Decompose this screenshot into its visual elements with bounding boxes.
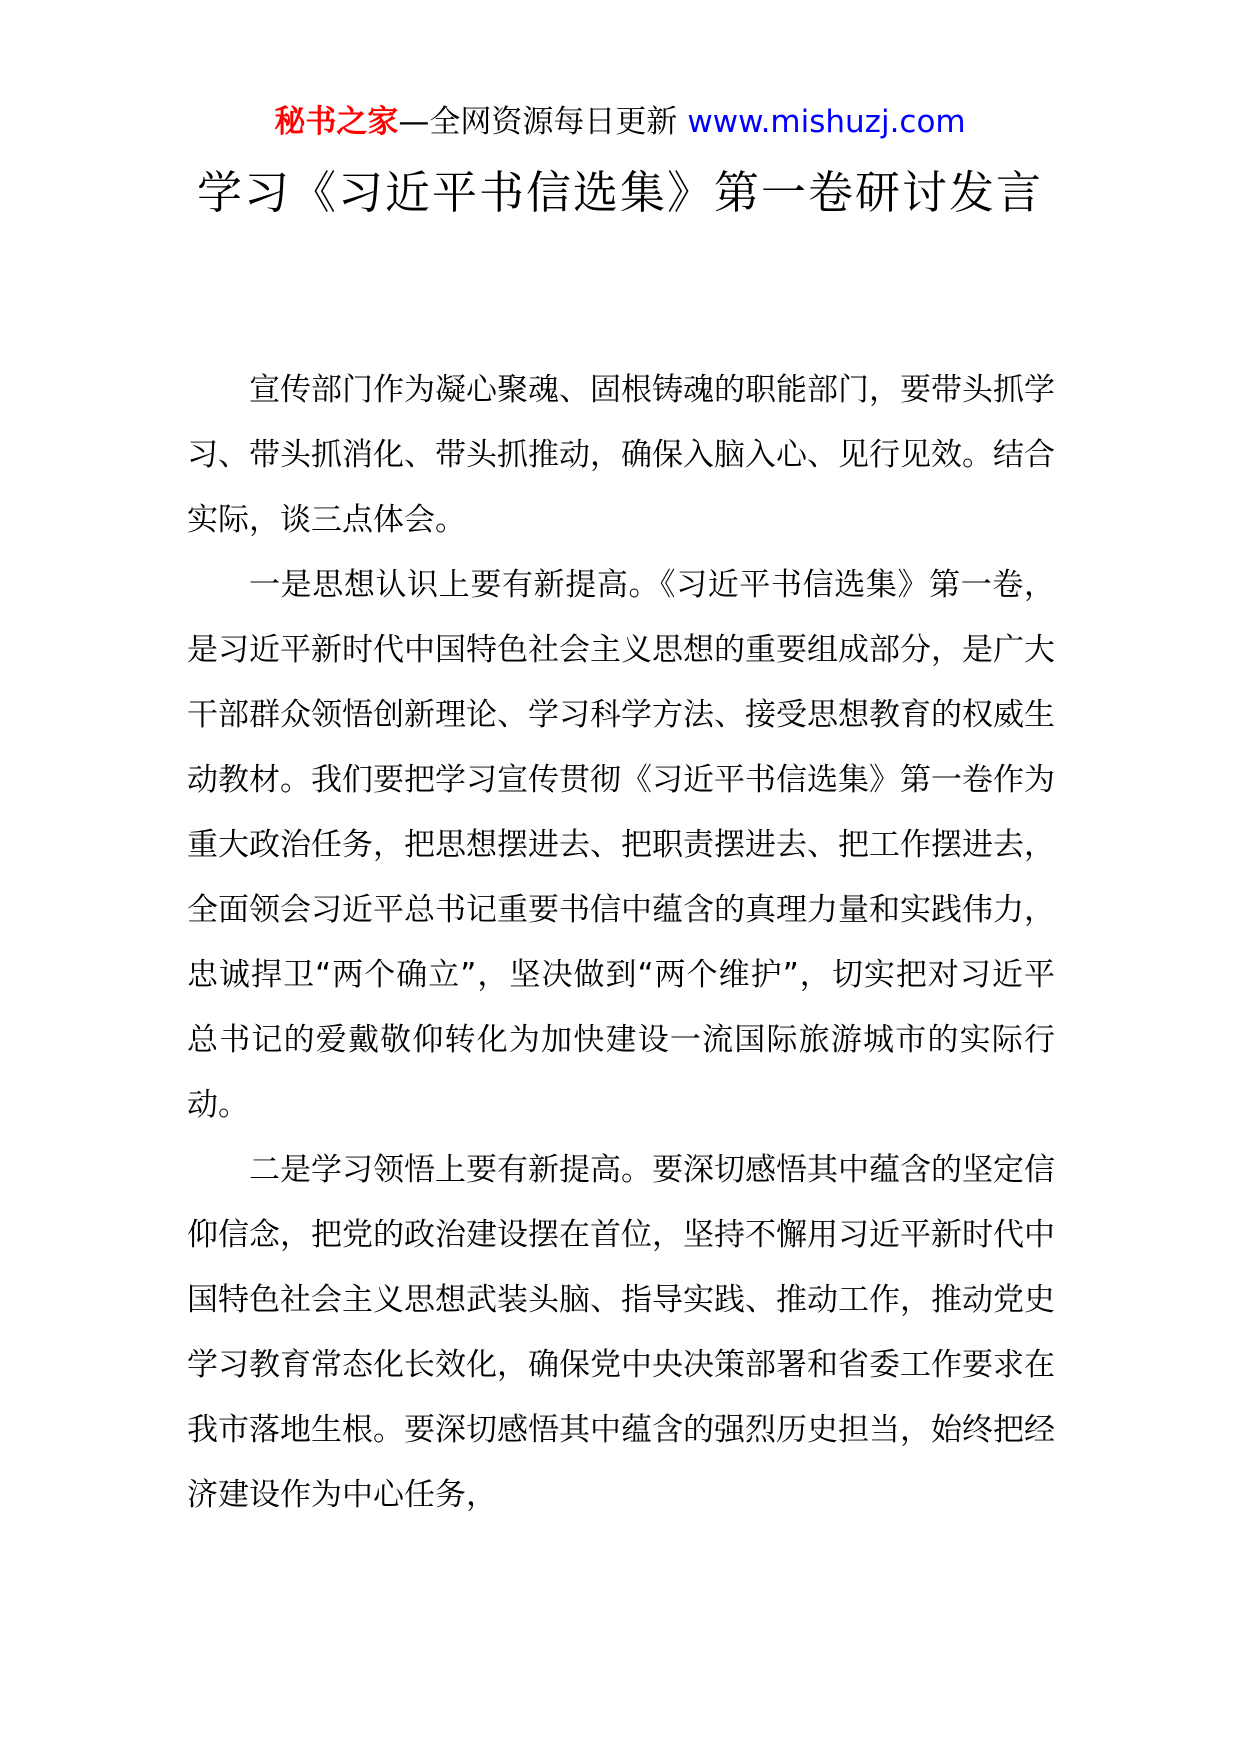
- watermark-header: [0, 100, 1240, 144]
- site-url-link[interactable]: www.mishuzj.com: [687, 104, 966, 140]
- document-title: 学习《习近平书信选集》第一卷研讨发言: [196, 166, 1043, 219]
- header-tagline: —全网资源每日更新: [398, 104, 678, 140]
- paragraph-point-one: 一是思想认识上要有新提高。《习近平书信选集》第一卷，是习近平新时代中国特色社会主义思想的重要组成部分，是广大干部群众领悟创新理论、学习科学方法、接受思想教育的权威生动教材。我们要把学习宣传贯彻《习近平书信选集》第一卷作为重大政治任务，把思想摆进去、把职责摆进去、把工作摆进去，全面领会习近平总书记重要书信中蕴含的真理力量和实践伟力，忠诚捍卫“两个确立”，坚决做到“两个维护”，切实把对习近平总书记的爱戴敬仰转化为加快建设一流国际旅游城市的实际行动。: [187, 567, 1055, 1123]
- paragraph-point-two: 二是学习领悟上要有新提高。要深切感悟其中蕴含的坚定信仰信念，把党的政治建设摆在首位，坚持不懈用习近平新时代中国特色社会主义思想武装头脑、指导实践、推动工作，推动党史学习教育常态化长效化，确保党中央决策部署和省委工作要求在我市落地生根。要深切感悟其中蕴含的强烈历史担当，始终把经济建设作为中心任务，: [187, 1152, 1055, 1513]
- paragraph-intro: 宣传部门作为凝心聚魂、固根铸魂的职能部门，要带头抓学习、带头抓消化、带头抓推动，确保入脑入心、见行见效。结合实际，谈三点体会。: [187, 372, 1055, 538]
- brand-name: 秘书之家: [274, 104, 399, 140]
- document-body: [187, 358, 1055, 1528]
